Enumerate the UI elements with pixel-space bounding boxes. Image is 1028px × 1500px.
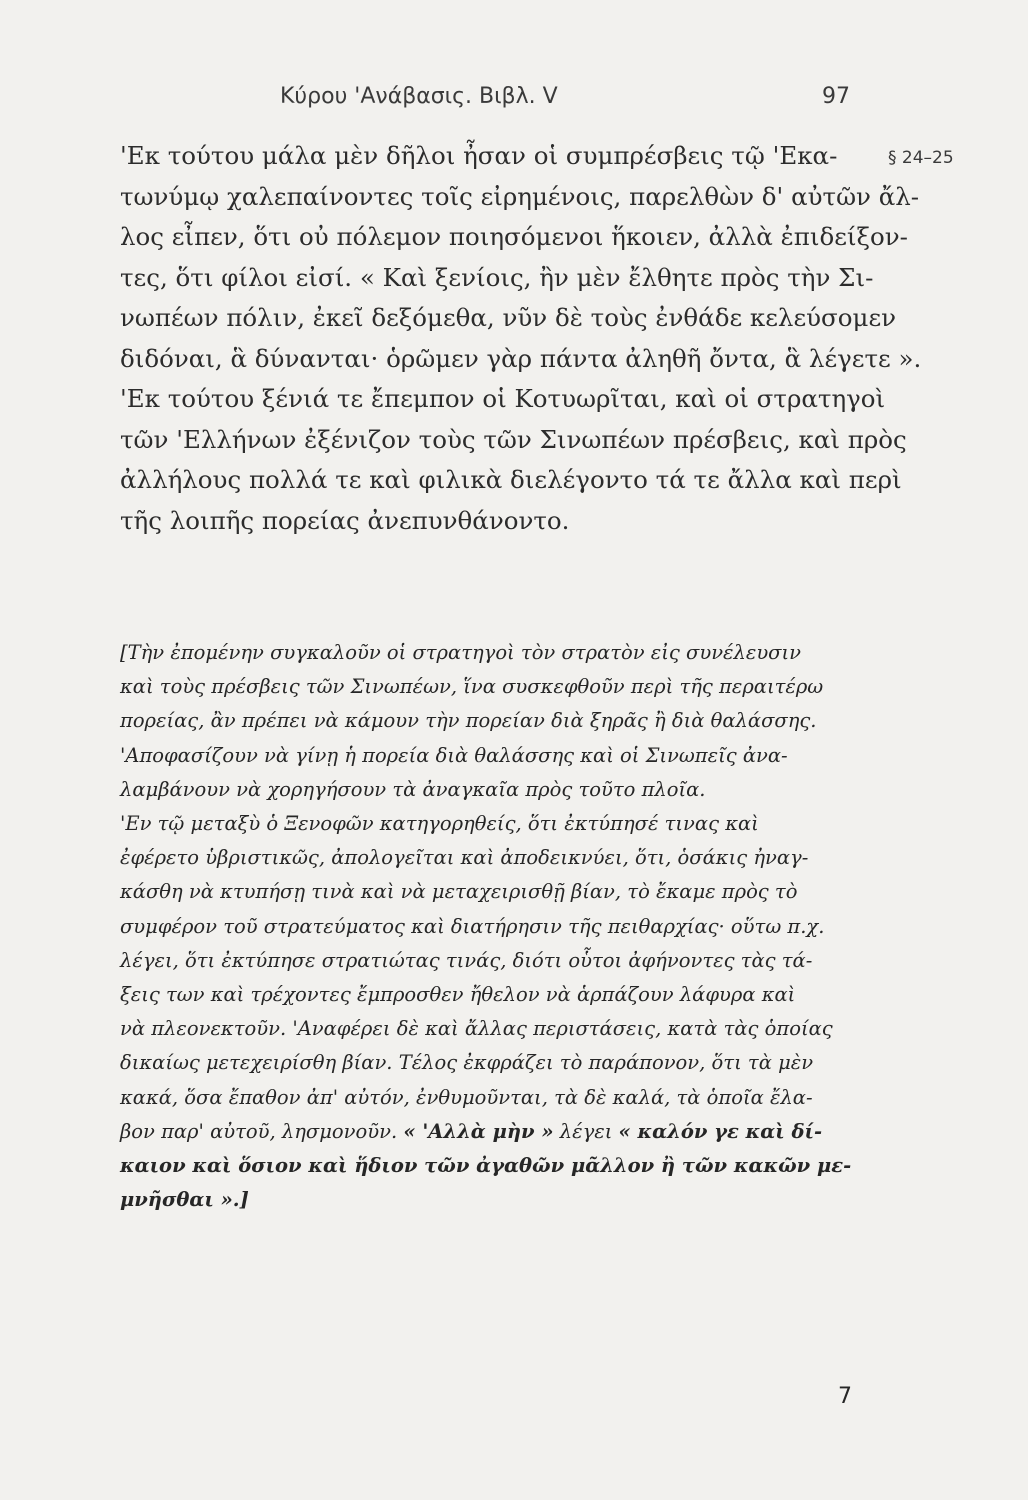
margin-section-reference: § 24–25: [888, 148, 954, 168]
text-line: ἀλλήλους πολλά τε καὶ φιλικὰ διελέγοντο τά τε ἄλλα καὶ περὶ: [120, 465, 902, 494]
running-head: [280, 84, 850, 120]
commentary-line: 'Αποφασίζουν νὰ γίνῃ ἡ πορεία διὰ θαλάσσης καὶ οἱ Σινωπεῖς ἀνα-: [120, 743, 788, 767]
commentary-line: συμφέρον τοῦ στρατεύματος καὶ διατήρησιν τῆς πειθαρχίας· οὕτω π.χ.: [120, 914, 825, 938]
commentary-line: κακά, ὅσα ἔπαθον ἀπ' αὐτόν, ἐνθυμοῦνται, τὰ δὲ καλά, τὰ ὁποῖα ἔλα-: [120, 1085, 813, 1109]
text-line: νωπέων πόλιν, ἐκεῖ δεξόμεθα, νῦν δὲ τοὺς ἐνθάδε κελεύσομεν: [120, 303, 897, 332]
commentary-line: λέγει, ὅτι ἐκτύπησε στρατιώτας τινάς, διότι οὗτοι ἀφήνοντες τὰς τά-: [120, 948, 813, 972]
quote-text: μνῆσθαι ».]: [120, 1188, 249, 1212]
commentary-text: βον παρ' αὐτοῦ, λησμονοῦν.: [120, 1119, 398, 1143]
text-line: 'Εκ τούτου μάλα μὲν δῆλοι ἦσαν οἱ συμπρέσβεις τῷ 'Εκα-: [120, 141, 838, 170]
text-line: τῶν 'Ελλήνων ἐξένιζον τοὺς τῶν Σινωπέων πρέσβεις, καὶ πρὸς: [120, 424, 907, 454]
commentary-line: [120, 1115, 892, 1149]
commentary-line: [Τὴν ἐπομένην συγκαλοῦν οἱ στρατηγοὶ τὸν στρατὸν εἰς συνέλευσιν: [120, 641, 801, 664]
text-line: 'Εκ τούτου ξένιά τε ἔπεμπον οἱ Κοτυωρῖται, καὶ οἱ στρατηγοὶ: [120, 384, 886, 413]
commentary-line: ἐφέρετο ὑβριστικῶς, ἀπολογεῖται καὶ ἀποδεικνύει, ὅτι, ὁσάκις ἠναγ-: [120, 846, 809, 870]
commentary-line: κάσθη νὰ κτυπήσῃ τινὰ καὶ νὰ μεταχειρισθῇ βίαν, τὸ ἔκαμε πρὸς τὸ: [120, 880, 798, 904]
commentary-line: ξεις των καὶ τρέχοντες ἔμπροσθεν ἤθελον νὰ ἁρπάζουν λάφυρα καὶ: [120, 983, 796, 1007]
text-line: διδόναι, ἃ δύνανται· ὁρῶμεν γὰρ πάντα ἀληθῆ ὄντα, ἃ λέγετε ».: [120, 343, 922, 373]
commentary-line: νὰ πλεονεκτοῦν. 'Αναφέρει δὲ καὶ ἄλλας περιστάσεις, κατὰ τὰς ὁποίας: [120, 1017, 833, 1041]
commentary-line: πορείας, ἂν πρέπει νὰ κάμουν τὴν πορείαν διὰ ξηρᾶς ἢ διὰ θαλάσσης.: [120, 709, 817, 733]
text-line: τῆς λοιπῆς πορείας ἀνεπυνθάνοντο.: [120, 505, 570, 535]
commentary-line: [120, 1183, 892, 1217]
commentary-line: δικαίως μετεχειρίσθη βίαν. Τέλος ἐκφράζει τὸ παράπονον, ὅτι τὰ μὲν: [120, 1051, 814, 1075]
commentary-line: καὶ τοὺς πρέσβεις τῶν Σινωπέων, ἵνα συσκεφθοῦν περὶ τῆς περαιτέρω: [120, 675, 824, 699]
commentary-line: 'Εν τῷ μεταξὺ ὁ Ξενοφῶν κατηγορηθείς, ὅτι ἐκτύπησέ τινας καὶ: [120, 812, 759, 836]
quote-text: « καλόν γε καὶ δί-: [618, 1119, 823, 1143]
signature-number: 7: [838, 1384, 852, 1409]
quote-open: « 'Αλλὰ μὴν »: [403, 1119, 554, 1143]
text-line: τωνύμῳ χαλεπαίνοντες τοῖς εἰρημένοις, παρελθὼν δ' αὐτῶν ἄλ-: [120, 181, 920, 211]
commentary-line: [120, 1149, 892, 1183]
commentary-block: [120, 636, 892, 1217]
quote-verb: λέγει: [559, 1119, 613, 1143]
text-line: τες, ὅτι φίλοι εἰσί. « Καὶ ξενίοις, ἢν μὲν ἔλθητε πρὸς τὴν Σι-: [120, 262, 874, 292]
page-number: 97: [822, 84, 850, 109]
text-line: λος εἶπεν, ὅτι οὐ πόλεμον ποιησόμενοι ἥκοιεν, ἀλλὰ ἐπιδείξον-: [120, 222, 908, 251]
quote-text: καιον καὶ ὅσιον καὶ ἥδιον τῶν ἀγαθῶν μᾶλλον ἢ τῶν κακῶν με-: [120, 1154, 852, 1178]
commentary-line: λαμβάνουν νὰ χορηγήσουν τὰ ἀναγκαῖα πρὸς τοῦτο πλοῖα.: [120, 777, 706, 801]
running-head-title: Κύρου 'Ανάβασις. Βιβλ. V: [280, 84, 558, 109]
